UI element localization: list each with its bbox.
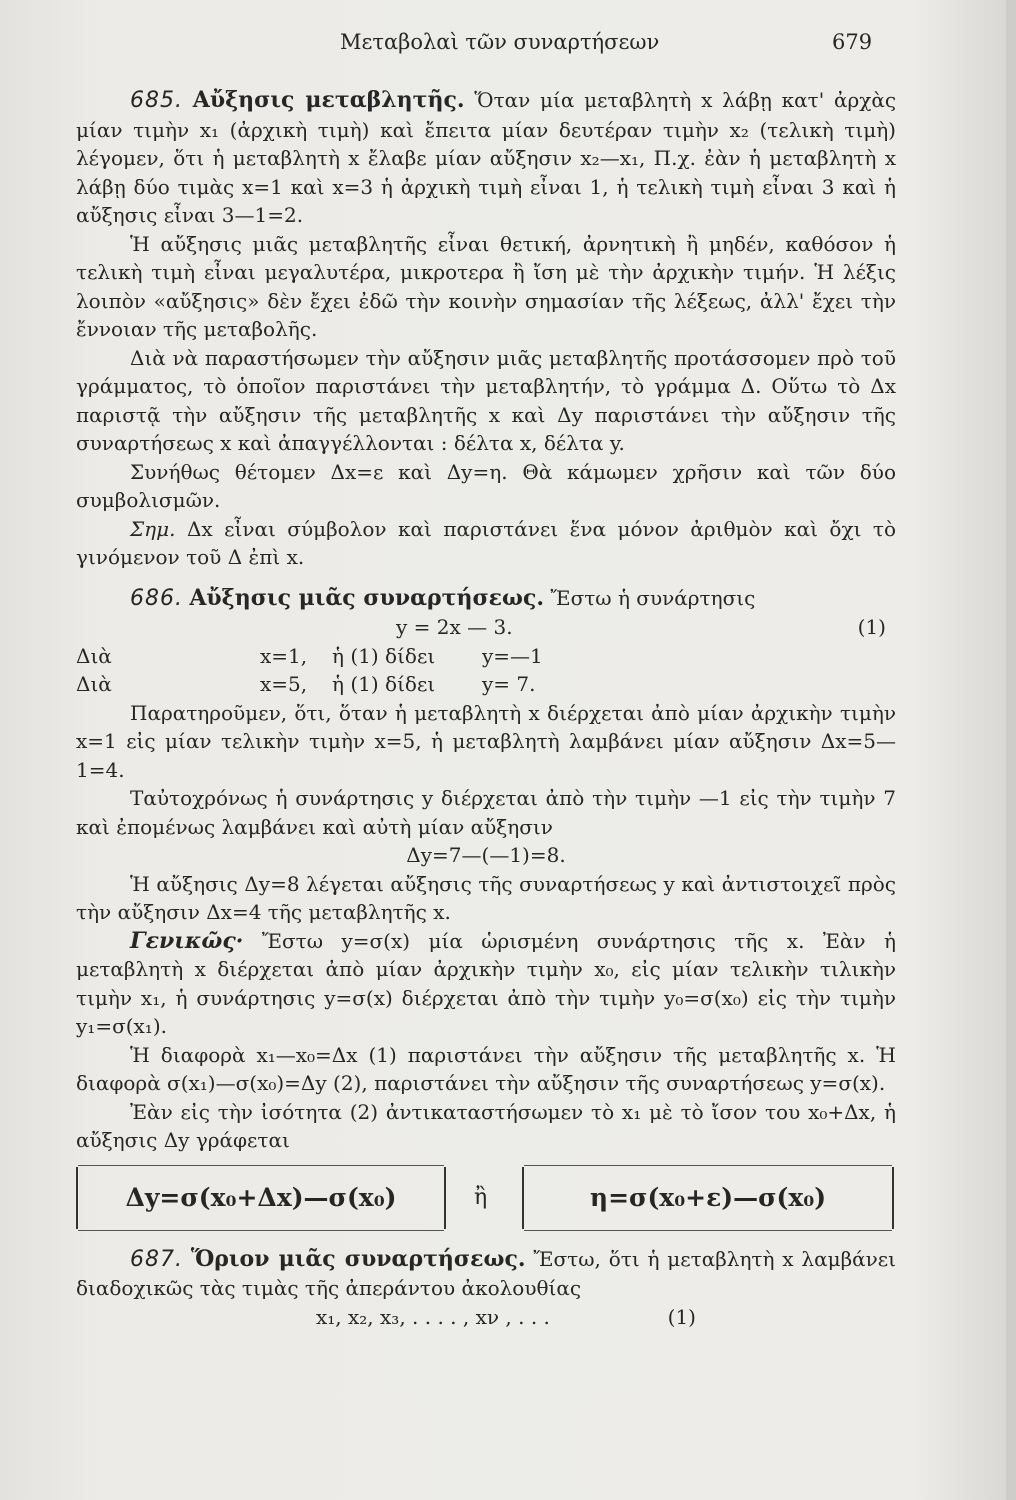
section-686-intro: Ἔστω ἡ συνάρτησις: [550, 585, 756, 610]
row-2-col-1: Διὰ: [76, 672, 112, 696]
formula-box-1: Δy=σ(x₀+Δx)—σ(x₀): [76, 1167, 446, 1229]
sequence-label: (1): [667, 1304, 696, 1329]
section-687-title: Ὅριον μιᾶς συναρτήσεως.: [190, 1245, 526, 1272]
section-685-number: 685.: [130, 88, 183, 113]
section-685-paragraph-1: [76, 86, 896, 230]
equation-2: Δy=7—(—1)=8.: [406, 843, 566, 867]
row-2-col-4: y= 7.: [482, 672, 536, 696]
sequence-body: x₁, x₂, x₃, . . . . , xν , . . .: [316, 1304, 550, 1329]
page-number: 679: [832, 30, 873, 54]
section-686-paragraph-1: Παρατηροῦμεν, ὅτι, ὅταν ἡ μεταβλητὴ x διέρχεται ἀπὸ μίαν ἀρχικὴν τιμὴν x=1 εἰς μίαν τελικὴν τιμὴν x=5, ἡ μεταβλητὴ λαμβάνει μίαν αὔξησιν Δx=5—1=4.: [76, 700, 896, 782]
section-687-paragraph-1: [76, 1245, 896, 1303]
section-686-heading: [76, 584, 896, 614]
running-header: Μεταβολαὶ τῶν συναρτήσεων: [340, 30, 660, 54]
section-685-paragraph-3: Διὰ νὰ παραστήσωμεν τὴν αὔξησιν μιᾶς μεταβλητῆς προτάσσομεν πρὸ τοῦ γράμματος, τὸ ὁποῖον παριστάνει τὴν μεταβλητήν, τὸ γράμμα Δ. Οὕτω τὸ Δx παριστᾷ τὴν αὔξησιν τῆς μεταβλητῆς x καὶ Δy παριστάνει τὴν αὔξησιν τῆς συναρτήσεως x καὶ ἀπαγγέλλονται : δέλτα x, δέλτα y.: [76, 345, 896, 455]
sequence-line: [76, 1303, 896, 1332]
boxed-formulas: [76, 1161, 896, 1239]
section-686-title: Αὔξησις μιᾶς συναρτήσεως.: [189, 584, 545, 611]
section-687-text: Ἔστω, ὅτι ἡ μεταβλητὴ x λαμβάνει διαδοχικῶς τὰς τιμὰς τῆς ἀπεράντου ἀκολουθίας: [76, 1246, 897, 1300]
row-1-col-2: x=1,: [260, 643, 308, 668]
row-2-col-3: ἡ (1) δίδει: [332, 672, 436, 696]
section-685-note: [76, 515, 896, 572]
section-685-text-1: Ὅταν μία μεταβλητὴ x λάβῃ κατ' ἀρχὰς μίαν τιμὴν x₁ (ἀρχικὴ τιμὴ) καὶ ἔπειτα μίαν δευτέραν τιμὴν x₂ (τελικὴ τιμὴ) λέγομεν, ὅτι ἡ μεταβλητὴ x ἔλαβε μίαν αὔξησιν x₂—x₁, Π.χ. ἐὰν ἡ μεταβλητὴ x λάβῃ δύο τιμὰς x=1 καὶ x=3 ἡ ἀρχικὴ τιμὴ εἶναι 1, ἡ τελικὴ τιμὴ εἶναι 3 καὶ ἡ αὔξησις εἶναι 3—1=2.: [76, 88, 897, 227]
section-685-paragraph-2: Ἡ αὔξησις μιᾶς μεταβλητῆς εἶναι θετική, ἀρνητικὴ ἢ μηδέν, καθόσον ἡ τελικὴ τιμὴ εἶναι μεγαλυτέρα, μικροτερα ἢ ἴση μὲ τὴν ἀρχικὴν τιμήν. Ἡ λέξις λοιπὸν «αὔξησις» δὲν ἔχει ἐδῶ τὴν κοινὴν σημασίαν τῆς λέξεως, ἀλλ' ἔχει τὴν ἔννοιαν τῆς μεταβολῆς.: [76, 231, 896, 341]
section-685-title: Αὔξησις μεταβλητῆς.: [192, 87, 465, 113]
formula-or: ἢ: [474, 1184, 488, 1210]
substitution-row-1: [76, 642, 896, 671]
section-686-number: 686.: [130, 585, 183, 611]
page-edge: [1006, 0, 1016, 1500]
equation-1-label: (1): [857, 615, 886, 639]
substitution-row-2: [76, 670, 896, 699]
section-686-paragraph-2: Ταὐτοχρόνως ἡ συνάρτησις y διέρχεται ἀπὸ τὴν τιμὴν —1 εἰς τὴν τιμὴν 7 καὶ ἐπομένως λαμβάνει καὶ αὐτὴ μίαν αὔξησιν: [76, 786, 896, 839]
equation-1-body: y = 2x — 3.: [396, 615, 513, 639]
section-687-number: 687.: [130, 1246, 183, 1272]
section-686-paragraph-5: Ἡ διαφορὰ x₁—x₀=Δx (1) παριστάνει τὴν αὔξησιν τῆς μεταβλητῆς x. Ἡ διαφορὰ σ(x₁)—σ(x₀)=Δy (2), παριστάνει τὴν αὔξησιν τῆς συναρτήσεως y=σ(x).: [76, 1042, 896, 1095]
section-686-paragraph-3: Ἡ αὔξησις Δy=8 λέγεται αὔξησις τῆς συναρτήσεως y καὶ ἀντιστοιχεῖ πρὸς τὴν αὔξησιν Δx=4 τῆς μεταβλητῆς x.: [76, 871, 896, 924]
section-685-paragraph-4: Συνήθως θέτομεν Δx=ε καὶ Δy=η. Θὰ κάμωμεν χρῆσιν καὶ τῶν δύο συμβολισμῶν.: [76, 459, 896, 512]
page-body: [76, 86, 896, 1331]
equation-1: [76, 613, 896, 642]
note-label: Σημ.: [130, 516, 176, 541]
general-text: Ἔστω y=σ(x) μία ὡρισμένη συνάρτησις τῆς x. Ἐὰν ἡ μεταβλητὴ x διέρχεται ἀπὸ μίαν ἀρχικὴν τιμὴν x₀, εἰς μίαν τελικὴν τιλικὴν τιμὴν x₁, ἡ συνάρτησις y=σ(x) διέρχεται ἀπὸ τὴν τιμὴν y₀=σ(x₀) εἰς τὴν τιμὴν y₁=σ(x₁).: [76, 928, 897, 1038]
section-686-paragraph-6: Ἐὰν εἰς τὴν ἰσότητα (2) ἀντικαταστήσωμεν τὸ x₁ μὲ τὸ ἴσον του x₀+Δx, ἡ αὔξησις Δy γράφεται: [76, 1099, 896, 1152]
row-1-col-1: Διὰ: [76, 643, 112, 668]
row-1-col-3: ἡ (1) δίδει: [332, 643, 436, 668]
row-2-col-2: x=5,: [260, 672, 308, 696]
formula-box-2: η=σ(x₀+ε)—σ(x₀): [522, 1167, 894, 1229]
row-1-col-4: y=—1: [482, 643, 543, 668]
note-text: Δx εἶναι σύμβολον καὶ παριστάνει ἕνα μόνον ἀριθμὸν καὶ ὄχι τὸ γινόμενον τοῦ Δ ἐπὶ x.: [76, 516, 896, 569]
general-label: Γενικῶς·: [130, 927, 244, 954]
section-686-paragraph-4: [76, 927, 896, 1041]
